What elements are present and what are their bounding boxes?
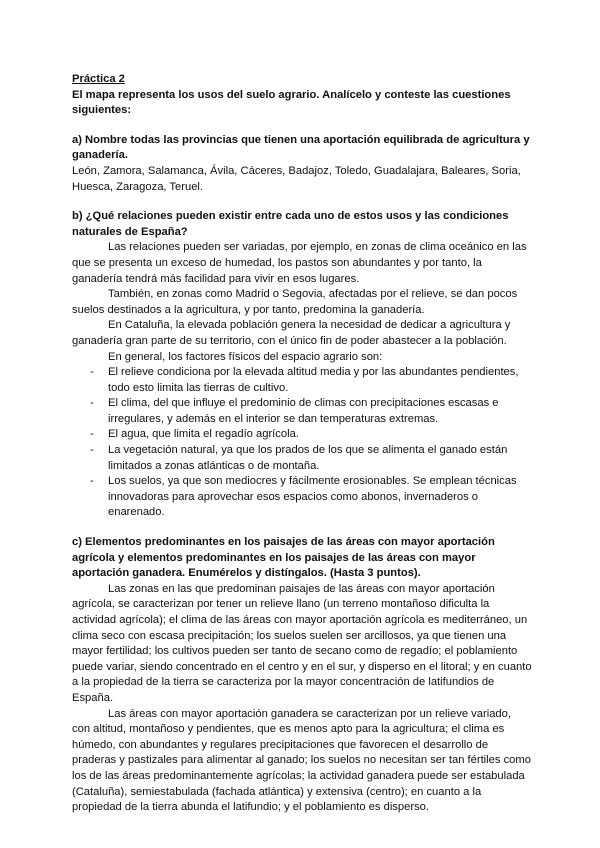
question-b-paragraph: También, en zonas como Madrid o Segovia, afectadas por el relieve, se dan pocos suelos destinados a la agricultura, y por tanto, predomina la ganadería. bbox=[72, 288, 518, 316]
practice-intro: El mapa representa los usos del suelo agrario. Analícelo y conteste las cuestiones siguientes: bbox=[72, 88, 511, 117]
list-item: - El clima, del que influye el predominio de climas con precipitaciones escasas e irregulares, y además en el interior se dan temperaturas extremas. bbox=[72, 396, 532, 427]
question-b-heading: b) ¿Qué relaciones pueden existir entre cada uno de estos usos y las condiciones naturales de España? bbox=[72, 210, 509, 238]
question-c-paragraph: Las áreas con mayor aportación ganadera se caracterizan por un relieve variado, con altitud, montañoso y pendientes, que es menos apto para la agricultura; el clima es húmedo, con abundantes y regulares precipitaciones que favorecen el desarrollo de praderas y pastizales para alimentar al ganado; los suelos no necesitan ser tan fértiles como los de las áreas predominantemente agrícolas; la actividad ganadera puede ser estabulada (Cataluña), semiestabulada (fachada atlántica) y extensiva (centro); en cuanto a la propiedad de la tierra abunda el latifundio; y el poblamiento es disperso. bbox=[72, 707, 531, 814]
question-b-paragraph: Las relaciones pueden ser variadas, por ejemplo, en zonas de clima oceánico en las que se presenta un exceso de humedad, los pastos son abundantes y por tanto, la ganadería tendrá más facilidad para vivir en esos lugares. bbox=[72, 241, 527, 285]
list-item: - La vegetación natural, ya que los prados de los que se alimenta el ganado están limitados a zonas atlánticas o de montaña. bbox=[72, 443, 532, 474]
document-body bbox=[72, 72, 532, 816]
question-c-heading: c) Elementos predominantes en los paisajes de las áreas con mayor aportación agrícola y elementos predominantes en los paisajes de las áreas con mayor aportación ganadera. Enumérelos y distíngalos. (Hasta 3 puntos). bbox=[72, 536, 495, 580]
question-b-paragraph: En Cataluña, la elevada población genera la necesidad de dedicar a agricultura y ganadería gran parte de su territorio, con el único fin de poder abastecer a la población. bbox=[72, 319, 511, 347]
question-a-answer: León, Zamora, Salamanca, Ávila, Cáceres, Badajoz, Toledo, Guadalajara, Baleares, Soria, Huesca, Zaragoza, Teruel. bbox=[72, 164, 521, 193]
list-item: - Los suelos, ya que son mediocres y fácilmente erosionables. Se emplean técnicas innovadoras para aprovechar esos espacios como abonos, invernaderos o enarenado. bbox=[72, 474, 532, 521]
list-item: - El agua, que limita el regadío agrícola. bbox=[72, 427, 532, 443]
list-item: - El relieve condiciona por la elevada altitud media y por las abundantes pendientes, todo esto limita las tierras de cultivo. bbox=[72, 365, 532, 396]
physical-factors-list bbox=[72, 365, 532, 521]
question-b-paragraph: En general, los factores físicos del espacio agrario son: bbox=[108, 350, 383, 363]
practice-title: Práctica 2 bbox=[72, 73, 125, 85]
question-a-heading: a) Nombre todas las provincias que tienen una aportación equilibrada de agricultura y ganadería. bbox=[72, 133, 530, 162]
question-c-paragraph: Las zonas en las que predominan paisajes de las áreas con mayor aportación agrícola, se caracterizan por tener un relieve llano (un terreno montañoso dificulta la actividad agrícola); el clima de las áreas con mayor aportación agrícola es mediterráneo, un clima seco con escasa precipitación; los suelos suelen ser arcillosos, ya que tienen una mayor fertilidad; los cultivos pueden ser tanto de secano como de regadío; el poblamiento puede variar, siendo concentrado en el centro y en el sur, y disperso en el litoral; y en cuanto a la propiedad de la tierra se caracteriza por la mayor concentración de latifundios de España. bbox=[72, 582, 532, 704]
